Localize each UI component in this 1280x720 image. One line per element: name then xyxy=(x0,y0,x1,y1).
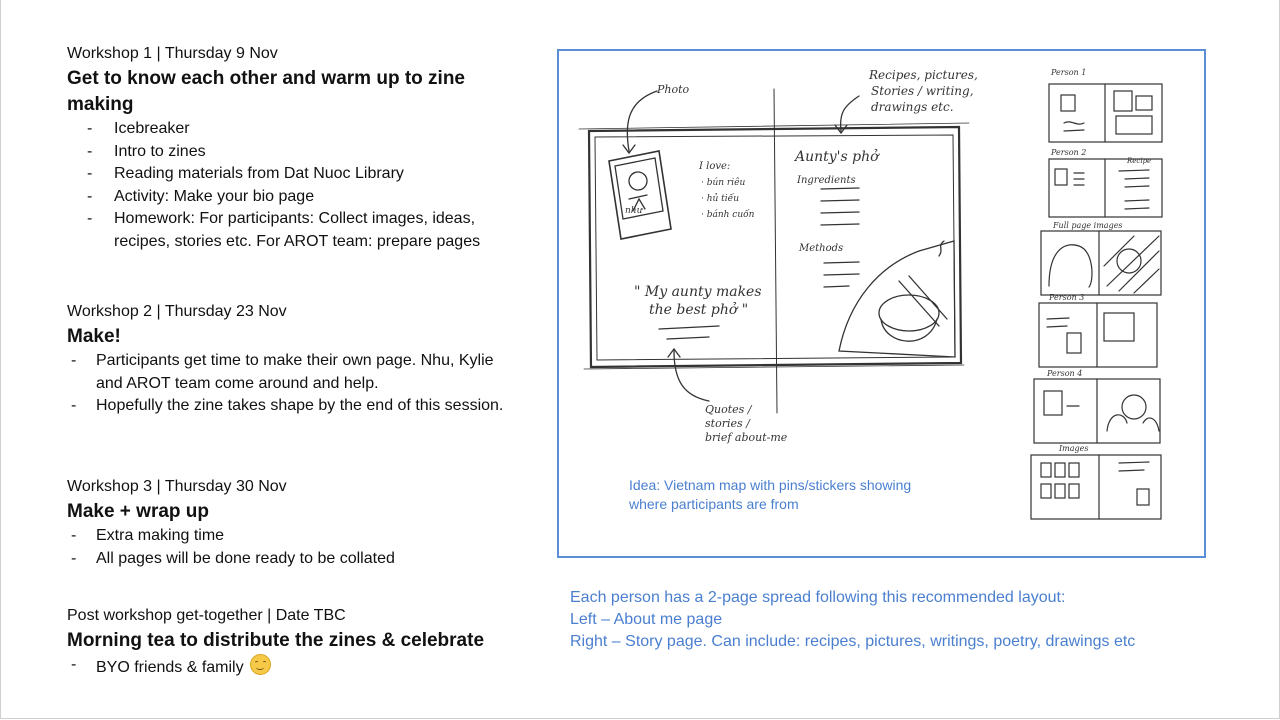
pho-bowl-sketch xyxy=(839,241,955,357)
label-person-3: Person 3 xyxy=(1049,293,1085,302)
label-methods: Methods xyxy=(799,243,844,254)
label-love-1: · bún riêu xyxy=(701,178,746,188)
list-item-text: BYO friends & family xyxy=(96,659,244,676)
label-quotes-2: stories / xyxy=(705,417,750,430)
workshop-2-title: Make! xyxy=(67,326,121,347)
label-i-love: I love: xyxy=(699,161,731,172)
list-item: - Activity: Make your bio page xyxy=(67,186,507,209)
workshop-2-items xyxy=(67,350,507,418)
workshop-1-items xyxy=(67,118,507,253)
workshop-3-items xyxy=(67,525,507,570)
workshop-2-date: Workshop 2 | Thursday 23 Nov xyxy=(67,303,287,320)
list-item: - Homework: For participants: Collect images, ideas, recipes, stories etc. For AROT team: prepare pages xyxy=(67,208,507,253)
list-item: - Hopefully the zine takes shape by the end of this session. xyxy=(67,395,507,418)
smiling-face-icon xyxy=(250,654,271,675)
sketch-labels xyxy=(625,68,1151,453)
label-quotes-1: Quotes / xyxy=(705,403,752,416)
label-images: Images xyxy=(1059,444,1089,453)
label-person-4: Person 4 xyxy=(1047,369,1083,378)
post-workshop-items xyxy=(67,654,537,680)
list-item: - Icebreaker xyxy=(67,118,507,141)
label-quote-1: " My aunty makes xyxy=(634,284,762,300)
label-recipes-2: Stories / writing, xyxy=(871,84,974,98)
workshop-1-title: Get to know each other and warm up to zine making xyxy=(67,68,465,115)
list-item: - Participants get time to make their own page. Nhu, Kylie and AROT team come around and help. xyxy=(67,350,507,395)
list-item: - Reading materials from Dat Nuoc Library xyxy=(67,163,507,186)
label-recipe: Recipe xyxy=(1127,157,1152,165)
photo-sketch xyxy=(609,151,671,239)
workshop-3-date: Workshop 3 | Thursday 30 Nov xyxy=(67,478,287,495)
workshop-3 xyxy=(67,477,507,570)
label-aunty: Aunty's phở xyxy=(795,149,879,165)
list-item: - Intro to zines xyxy=(67,141,507,164)
layout-note-line-1: Each person has a 2-page spread following this recommended layout: xyxy=(570,589,1066,606)
layout-note xyxy=(570,587,1250,653)
list-item: - All pages will be done ready to be collated xyxy=(67,548,507,571)
post-workshop xyxy=(67,606,537,680)
label-full-page: Full page images xyxy=(1053,221,1123,230)
label-love-3: · bánh cuốn xyxy=(701,210,755,220)
post-workshop-title: Morning tea to distribute the zines & celebrate xyxy=(67,630,485,651)
label-recipes: Recipes, pictures, xyxy=(869,68,978,82)
workshop-3-title: Make + wrap up xyxy=(67,501,210,522)
list-item xyxy=(67,654,537,680)
label-person-2: Person 2 xyxy=(1051,148,1087,157)
workshop-2 xyxy=(67,302,507,418)
workshop-1 xyxy=(67,44,507,253)
label-recipes-3: drawings etc. xyxy=(871,100,954,114)
label-person-1: Person 1 xyxy=(1051,68,1087,77)
layout-note-line-2: Left – About me page xyxy=(570,611,723,628)
label-love-2: · hủ tiếu xyxy=(701,194,740,204)
label-ingredients: Ingredients xyxy=(797,175,856,186)
label-name: như xyxy=(625,206,643,216)
list-item: - Extra making time xyxy=(67,525,507,548)
label-photo: Photo xyxy=(657,83,690,96)
label-quotes-3: brief about-me xyxy=(705,431,788,444)
layout-note-line-3: Right – Story page. Can include: recipes, pictures, writings, poetry, drawings etc xyxy=(570,633,1136,650)
workshop-1-date: Workshop 1 | Thursday 9 Nov xyxy=(67,45,278,62)
idea-note: Idea: Vietnam map with pins/stickers showing where participants are from xyxy=(629,477,912,512)
post-workshop-date: Post workshop get-together | Date TBC xyxy=(67,607,346,624)
label-quote-2: the best phở " xyxy=(649,302,749,318)
